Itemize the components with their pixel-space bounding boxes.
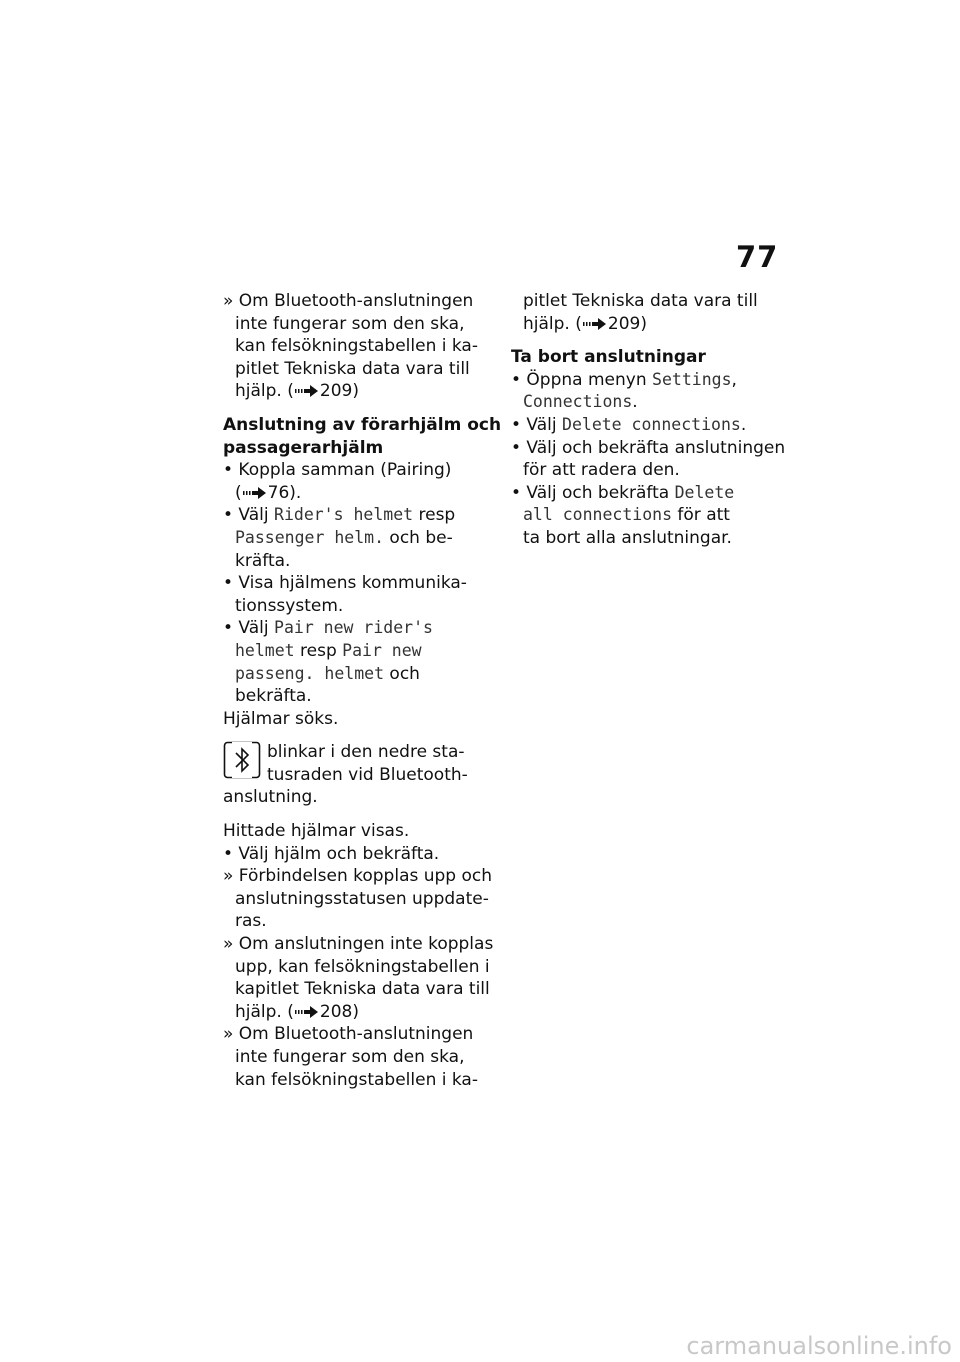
text-span: anslutning. (223, 787, 318, 808)
text-line (223, 843, 491, 866)
text-line (223, 1023, 491, 1046)
text-span: , (731, 369, 737, 390)
text-line: blinkar i den nedre sta- (267, 742, 465, 763)
left-column (223, 290, 502, 1091)
section-heading (223, 437, 491, 460)
text-span: ( (235, 482, 242, 503)
text-line (223, 865, 491, 888)
text-span: passagerarhjälm (223, 437, 384, 458)
text-span: Ta bort anslutningar (511, 347, 706, 368)
text-span: . (632, 392, 638, 413)
text-line (223, 482, 491, 505)
menu-item-text: passeng. helmet (235, 663, 385, 683)
text-span: bekräfta. (235, 686, 312, 707)
text-line (223, 550, 491, 573)
text-line (511, 290, 786, 313)
bluetooth-note (223, 741, 491, 786)
text-line (223, 786, 491, 809)
text-span: och be- (384, 527, 453, 548)
menu-item-text: Rider's helmet (274, 505, 414, 525)
paragraph-gap (511, 335, 786, 346)
text-span: för att radera den. (523, 460, 680, 481)
text-span: • Välj (223, 505, 275, 526)
menu-item-text: Delete connections (562, 414, 741, 434)
text-span: hjälp. ( (523, 313, 582, 334)
text-span: • Välj och bekräfta anslutningen (511, 437, 786, 458)
text-span: ta bort alla anslutningar. (523, 527, 732, 548)
text-line (223, 685, 491, 708)
text-line (223, 1069, 491, 1092)
right-column (511, 290, 786, 550)
text-line (511, 504, 786, 527)
text-line (223, 313, 491, 336)
menu-item-text: Settings (652, 369, 732, 389)
paragraph-gap (223, 730, 491, 741)
text-span: resp (294, 640, 343, 661)
text-span: kräfta. (235, 550, 291, 571)
text-line (511, 414, 786, 437)
text-span: Anslutning av förarhjälm och (223, 414, 502, 435)
text-line (223, 617, 491, 640)
text-span: » Förbindelsen kopplas upp och (223, 866, 493, 887)
text-span: • Välj (223, 618, 275, 639)
text-span: » Om Bluetooth-anslutningen (223, 291, 474, 311)
text-span: • Välj (511, 414, 563, 435)
text-span: ras. (235, 911, 267, 932)
text-span: Hittade hjälmar visas. (223, 821, 410, 842)
text-line (223, 640, 491, 663)
page-number: 77 (736, 240, 779, 274)
text-line (223, 1046, 491, 1069)
text-line (511, 391, 786, 414)
page-reference: 209) (319, 381, 359, 402)
menu-item-text: Passenger helm. (235, 527, 385, 547)
text-span: kapitlet Tekniska data vara till (235, 979, 490, 1000)
text-line (223, 527, 491, 550)
menu-item-text: Pair new (342, 640, 422, 660)
text-span: kan felsökningstabellen i ka- (235, 1069, 478, 1090)
menu-item-text: Pair new rider's (274, 618, 433, 638)
text-line (511, 527, 786, 550)
page-reference: 208) (319, 1001, 359, 1022)
section-heading (223, 414, 502, 437)
text-line: tusraden vid Bluetooth- (267, 764, 468, 785)
page-reference-arrow-icon (582, 318, 608, 330)
page-reference: 209) (607, 313, 647, 334)
watermark-footer: carmanualsonline.info (686, 1332, 952, 1360)
text-span: resp (413, 505, 456, 526)
text-line (511, 437, 786, 460)
text-span: tionssystem. (235, 595, 344, 616)
text-line (223, 459, 491, 482)
text-line (223, 380, 491, 403)
text-span: • Öppna menyn (511, 369, 653, 390)
page-reference-arrow-icon (242, 487, 268, 499)
text-line (511, 313, 786, 336)
text-line (223, 572, 491, 595)
paragraph-gap (223, 403, 491, 414)
text-span: hjälp. ( (235, 381, 294, 402)
text-line (223, 910, 491, 933)
page-reference-arrow-icon (294, 385, 320, 397)
text-span: . (740, 414, 747, 435)
menu-item-text: all connections (523, 505, 673, 525)
text-line (223, 595, 491, 618)
text-span: och (384, 663, 420, 684)
paragraph-gap (223, 809, 491, 820)
text-span: » Om Bluetooth-anslutningen (223, 1024, 474, 1045)
text-span: för att (672, 505, 730, 526)
text-span: pitlet Tekniska data vara till (235, 358, 470, 379)
text-line (223, 956, 491, 979)
menu-item-text: Delete (674, 482, 735, 502)
menu-item-text: helmet (235, 640, 295, 660)
text-span: • Visa hjälmens kommunika- (223, 573, 467, 594)
text-line (223, 978, 491, 1001)
text-line (223, 504, 491, 527)
text-line (223, 358, 491, 381)
menu-item-text: Connections (523, 392, 633, 412)
text-line (223, 290, 491, 313)
section-heading (511, 346, 786, 369)
page-reference-arrow-icon (294, 1006, 320, 1018)
text-span: • Välj och bekräfta (511, 482, 675, 503)
text-span: Hjälmar söks. (223, 708, 339, 729)
text-line (223, 1001, 491, 1024)
bluetooth-note-text (261, 741, 468, 786)
text-span: • Koppla samman (Pairing) (223, 460, 452, 481)
text-line (511, 482, 786, 505)
text-line (511, 369, 786, 392)
text-line (223, 933, 494, 956)
text-line (223, 335, 491, 358)
text-line (511, 459, 786, 482)
text-span: » Om anslutningen inte kopplas (223, 934, 494, 955)
text-span: hjälp. ( (235, 1001, 294, 1022)
bluetooth-icon (223, 741, 261, 779)
text-line (223, 663, 491, 686)
text-line (223, 820, 491, 843)
page-reference: 76). (267, 482, 302, 503)
text-line (223, 888, 491, 911)
text-span: anslutningsstatusen uppdate- (235, 888, 489, 909)
text-line (223, 708, 491, 731)
text-span: pitlet Tekniska data vara till (523, 291, 758, 311)
text-span: kan felsökningstabellen i ka- (235, 336, 478, 357)
text-span: upp, kan felsökningstabellen i (235, 956, 490, 977)
text-span: inte fungerar som den ska, (235, 313, 465, 334)
text-span: • Välj hjälm och bekräfta. (223, 843, 440, 864)
text-span: inte fungerar som den ska, (235, 1047, 465, 1067)
